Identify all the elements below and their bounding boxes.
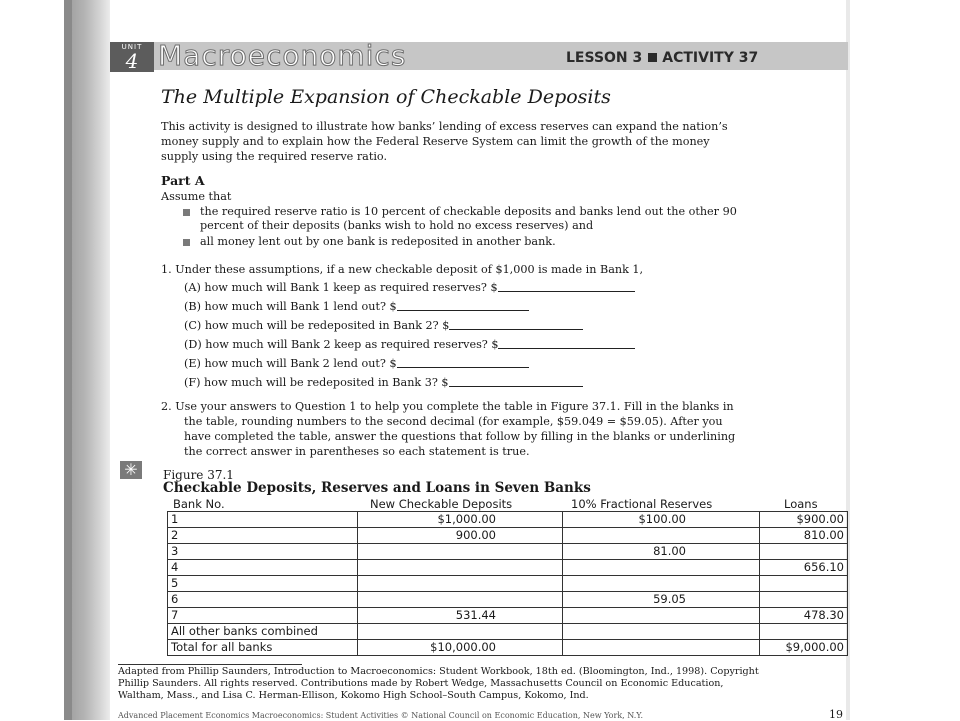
intro-line: supply using the required reserve ratio. — [161, 150, 388, 163]
question-1-part — [184, 356, 529, 372]
bank-number-cell: 2 — [168, 528, 358, 544]
bullet-line: all money lent out by one bank is redeposited in another bank. — [200, 235, 556, 248]
answer-blank[interactable] — [449, 375, 583, 387]
deposit-cell[interactable] — [358, 560, 563, 576]
table-row — [168, 528, 848, 544]
bank-number-cell: 4 — [168, 560, 358, 576]
deposits-table — [167, 511, 848, 656]
deposit-cell[interactable]: $10,000.00 — [358, 640, 563, 656]
question-1-stem: 1. Under these assumptions, if a new checkable deposit of $1,000 is made in Bank 1, — [161, 263, 644, 276]
reserve-cell[interactable]: 59.05 — [563, 592, 760, 608]
question-2-line: have completed the table, answer the questions that follow by filling in the blanks or underlining — [184, 430, 736, 443]
bank-number-cell: 1 — [168, 512, 358, 528]
question-text: (E) how much will Bank 2 lend out? $ — [184, 357, 397, 370]
reserve-cell[interactable] — [563, 640, 760, 656]
table-row — [168, 624, 848, 640]
question-1-part — [184, 299, 529, 315]
question-2-line: the table, rounding numbers to the second decimal (for example, $59.049 = $59.05). After you — [184, 415, 723, 428]
question-text: (C) how much will be redeposited in Bank 2? $ — [184, 319, 450, 332]
footnote-line: Waltham, Mass., and Lisa C. Herman-Ellison, Kokomo High School–South Campus, Kokomo, Ind. — [118, 690, 589, 701]
bullet-line: percent of their deposits (banks wish to hold no excess reserves) and — [200, 219, 594, 232]
loan-cell[interactable]: $900.00 — [760, 512, 848, 528]
reserve-cell[interactable]: $100.00 — [563, 512, 760, 528]
reserve-cell[interactable] — [563, 560, 760, 576]
question-2-line: the correct answer in parentheses so each statement is true. — [184, 445, 530, 458]
deposit-cell[interactable] — [358, 624, 563, 640]
reserve-cell[interactable] — [563, 528, 760, 544]
footnote-line: Phillip Saunders. All rights reserved. Contributions made by Robert Wedge, Massachusetts Council on Economic Education, — [118, 678, 724, 689]
deposit-cell[interactable] — [358, 576, 563, 592]
unit-badge — [110, 42, 154, 72]
table-row — [168, 592, 848, 608]
loan-cell[interactable]: 478.30 — [760, 608, 848, 624]
table-row — [168, 608, 848, 624]
loan-cell[interactable]: $9,000.00 — [760, 640, 848, 656]
table-row — [168, 576, 848, 592]
reserve-cell[interactable] — [563, 624, 760, 640]
assume-label: Assume that — [161, 190, 232, 203]
loan-cell[interactable] — [760, 544, 848, 560]
column-header-deposits: New Checkable Deposits — [370, 497, 513, 511]
footnote-line: Adapted from Phillip Saunders, Introduction to Macroeconomics: Student Workbook, 18th ed. (Bloomington, Ind., 1998). Copyright — [118, 666, 759, 677]
reserve-cell[interactable] — [563, 608, 760, 624]
loan-cell[interactable] — [760, 576, 848, 592]
bullet-line: the required reserve ratio is 10 percent of checkable deposits and banks lend out the other 90 — [200, 205, 737, 218]
bank-number-cell: Total for all banks — [168, 640, 358, 656]
question-1-part — [184, 337, 635, 353]
deposit-cell[interactable]: 531.44 — [358, 608, 563, 624]
answer-blank[interactable] — [397, 356, 529, 368]
answer-blank[interactable] — [449, 318, 583, 330]
lesson-activity-label — [566, 50, 758, 66]
footnote-rule — [118, 664, 302, 665]
question-text: (D) how much will Bank 2 keep as required reserves? $ — [184, 338, 499, 351]
loan-cell[interactable] — [760, 592, 848, 608]
loan-cell[interactable] — [760, 624, 848, 640]
question-text: (A) how much will Bank 1 keep as required reserves? $ — [184, 281, 498, 294]
bullet-square-icon — [183, 239, 190, 246]
reserve-cell[interactable]: 81.00 — [563, 544, 760, 560]
table-row — [168, 512, 848, 528]
bank-number-cell: 5 — [168, 576, 358, 592]
column-header-reserves: 10% Fractional Reserves — [571, 497, 713, 511]
lesson-label: LESSON 3 — [566, 50, 643, 66]
square-separator-icon — [648, 53, 657, 62]
answer-blank[interactable] — [498, 280, 635, 292]
loan-cell[interactable]: 656.10 — [760, 560, 848, 576]
copyright-footer: Advanced Placement Economics Macroeconomics: Student Activities © National Council on Economic Education, New York, N.Y. — [118, 711, 644, 720]
intro-line: money supply and to explain how the Federal Reserve System can limit the growth of the money — [161, 135, 710, 148]
question-1-part — [184, 375, 583, 391]
deposit-cell[interactable] — [358, 592, 563, 608]
bank-number-cell: 3 — [168, 544, 358, 560]
section-title: Macroeconomics — [158, 39, 407, 72]
loan-cell[interactable]: 810.00 — [760, 528, 848, 544]
asterisk-icon: ✳ — [120, 461, 142, 479]
question-2-line: 2. Use your answers to Question 1 to help you complete the table in Figure 37.1. Fill in the blanks in — [161, 400, 734, 413]
unit-word: UNIT — [121, 43, 143, 51]
question-1-part — [184, 280, 635, 296]
scan-shadow-edge — [64, 0, 72, 720]
figure-label: Figure 37.1 — [163, 468, 234, 482]
question-1-part — [184, 318, 583, 334]
part-a-heading: Part A — [161, 173, 205, 188]
bank-number-cell: 6 — [168, 592, 358, 608]
question-text: (F) how much will be redeposited in Bank 3? $ — [184, 376, 449, 389]
answer-blank[interactable] — [397, 299, 529, 311]
table-row — [168, 560, 848, 576]
answer-blank[interactable] — [498, 337, 635, 349]
table-row — [168, 544, 848, 560]
bullet-square-icon — [183, 209, 190, 216]
table-row — [168, 640, 848, 656]
column-header-bank: Bank No. — [173, 497, 225, 511]
deposit-cell[interactable] — [358, 544, 563, 560]
intro-line: This activity is designed to illustrate how banks’ lending of excess reserves can expand the nation’s — [161, 120, 728, 133]
unit-number: 4 — [125, 49, 139, 73]
column-header-loans: Loans — [784, 497, 818, 511]
deposit-cell[interactable]: $1,000.00 — [358, 512, 563, 528]
question-text: (B) how much will Bank 1 lend out? $ — [184, 300, 397, 313]
deposit-cell[interactable]: 900.00 — [358, 528, 563, 544]
bank-number-cell: All other banks combined — [168, 624, 358, 640]
figure-title: Checkable Deposits, Reserves and Loans in Seven Banks — [163, 480, 591, 496]
reserve-cell[interactable] — [563, 576, 760, 592]
page-number: 19 — [829, 708, 843, 721]
bank-number-cell: 7 — [168, 608, 358, 624]
activity-label: ACTIVITY 37 — [662, 50, 759, 66]
page-title: The Multiple Expansion of Checkable Deposits — [161, 86, 611, 108]
